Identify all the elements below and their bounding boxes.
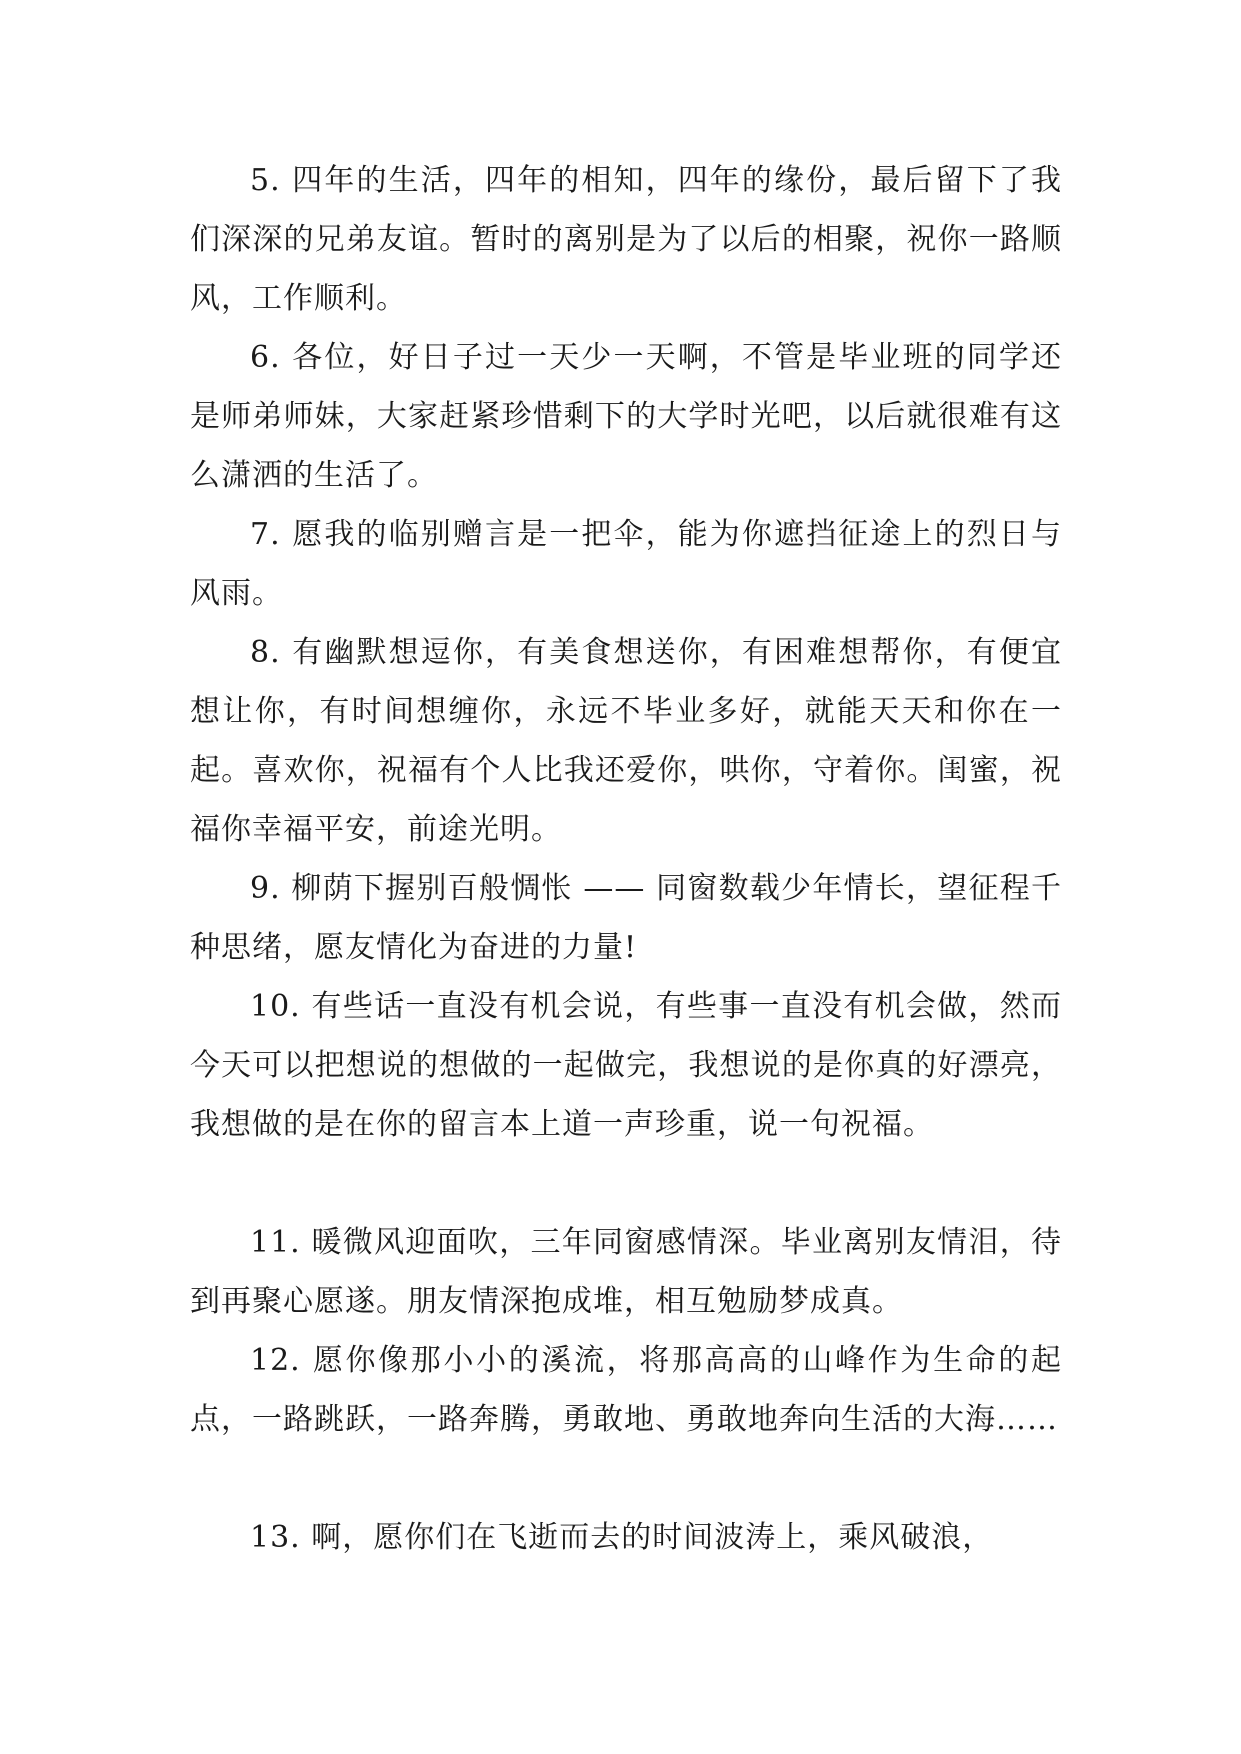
- paragraph-13: 13. 啊，愿你们在飞逝而去的时间波涛上，乘风破浪，: [250, 1520, 994, 1555]
- paragraph-5: 5. 四年的生活，四年的相知，四年的缘份，最后留下了我们深深的兄弟友谊。暂时的离别是为了以后的相聚，祝你一路顺风，工作顺利。: [190, 163, 1062, 316]
- paragraph-10: 10. 有些话一直没有机会说，有些事一直没有机会做，然而今天可以把想说的想做的一起做完，我想说的是你真的好漂亮，我想做的是在你的留言本上道一声珍重，说一句祝福。: [190, 989, 1062, 1142]
- paragraph-11: 11. 暖微风迎面吹，三年同窗感情深。毕业离别友情泪，待到再聚心愿遂。朋友情深抱成堆，相互勉励梦成真。: [190, 1225, 1062, 1319]
- paragraph-7: 7. 愿我的临别赠言是一把伞，能为你遮挡征途上的烈日与风雨。: [190, 517, 1062, 611]
- paragraph-6: 6. 各位，好日子过一天少一天啊，不管是毕业班的同学还是师弟师妹，大家赶紧珍惜剩下的大学时光吧，以后就很难有这么潇洒的生活了。: [190, 340, 1062, 493]
- paragraph-8: 8. 有幽默想逗你，有美食想送你，有困难想帮你，有便宜想让你，有时间想缠你，永远不毕业多好，就能天天和你在一起。喜欢你，祝福有个人比我还爱你，哄你，守着你。闺蜜，祝福你幸福平安，前途光明。: [190, 635, 1062, 847]
- paragraph-9: 9. 柳荫下握别百般惆怅 —— 同窗数载少年情长，望征程千种思绪，愿友情化为奋进的力量!: [190, 871, 1062, 965]
- paragraph-12: 12. 愿你像那小小的溪流，将那高高的山峰作为生命的起点，一路跳跃，一路奔腾，勇敢地、勇敢地奔向生活的大海……: [190, 1343, 1062, 1437]
